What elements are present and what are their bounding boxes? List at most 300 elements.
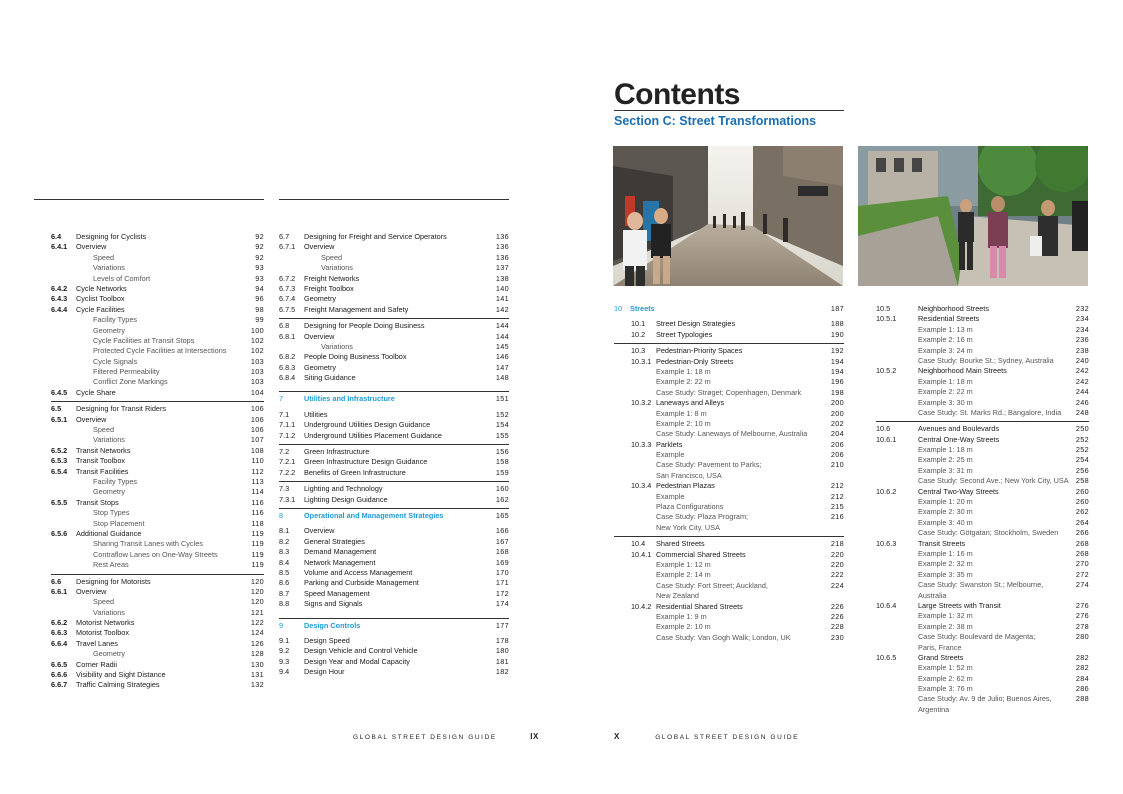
toc-entry[interactable] — [51, 415, 264, 425]
toc-entry-page: 210 — [830, 460, 844, 470]
toc-entry-page: 264 — [1075, 517, 1089, 527]
toc-subentry[interactable] — [876, 674, 1089, 684]
toc-subentry[interactable] — [614, 591, 844, 601]
toc-entry-title: Speed — [93, 425, 115, 435]
toc-entry[interactable] — [51, 294, 264, 304]
toc-entry[interactable] — [279, 495, 509, 505]
toc-entry-number: 6.5.4 — [51, 466, 68, 476]
toc-entry-page: 242 — [1075, 376, 1089, 386]
toc-entry-page: 92 — [255, 242, 264, 252]
spacer — [279, 610, 509, 615]
toc-entry-page: 171 — [495, 578, 509, 588]
toc-subentry[interactable] — [614, 502, 844, 512]
toc-entry-title: Motorist Networks — [76, 618, 135, 628]
toc-subentry[interactable] — [51, 336, 264, 346]
toc-entry-title: Case Study: Strøget; Copenhagen, Denmark — [656, 387, 802, 397]
section-divider — [51, 574, 264, 575]
toc-subentry[interactable] — [614, 429, 844, 439]
toc-entry-title: Design Vehicle and Control Vehicle — [304, 646, 418, 656]
toc-entry-number: 7.3 — [279, 484, 290, 494]
toc-subentry[interactable] — [876, 580, 1089, 590]
toc-entry-title: Case Study: Boulevard de Magenta; — [918, 632, 1036, 642]
toc-entry[interactable] — [279, 431, 509, 441]
section-divider — [279, 481, 509, 482]
toc-entry-title: Argentina — [918, 704, 950, 714]
toc-subentry[interactable] — [876, 408, 1089, 418]
toc-entry-number: 6.8.1 — [279, 331, 296, 341]
toc-entry-title: Freight Toolbox — [304, 283, 354, 293]
toc-entry-number: 10.6.4 — [876, 600, 897, 610]
toc-entry-page: 122 — [250, 618, 264, 628]
toc-entry[interactable] — [51, 618, 264, 628]
toc-entry[interactable] — [876, 366, 1089, 376]
toc-entry[interactable] — [279, 537, 509, 547]
toc-subentry[interactable] — [614, 560, 844, 570]
toc-entry[interactable] — [51, 242, 264, 252]
toc-subentry[interactable] — [876, 398, 1089, 408]
toc-entry[interactable] — [51, 404, 264, 414]
toc-entry-title: Example 2: 22 m — [918, 387, 973, 397]
toc-entry[interactable] — [51, 577, 264, 587]
toc-subentry[interactable] — [614, 377, 844, 387]
toc-entry-title: Variations — [93, 263, 125, 273]
toc-entry[interactable] — [279, 547, 509, 557]
toc-entry-title: Streets — [630, 304, 655, 313]
toc-subentry[interactable] — [51, 539, 264, 549]
toc-subentry[interactable] — [614, 570, 844, 580]
toc-subentry[interactable] — [51, 377, 264, 387]
toc-entry-number: 6.7.1 — [279, 242, 296, 252]
toc-entry[interactable] — [279, 294, 509, 304]
toc-entry[interactable] — [614, 357, 844, 367]
toc-entry[interactable] — [876, 435, 1089, 445]
toc-entry[interactable] — [279, 484, 509, 494]
toc-subentry[interactable] — [876, 591, 1089, 601]
toc-entry-number: 10.3.1 — [631, 356, 652, 366]
toc-subentry[interactable] — [614, 622, 844, 632]
toc-entry[interactable] — [51, 305, 264, 315]
toc-subentry[interactable] — [876, 528, 1089, 538]
toc-entry-page: 108 — [250, 445, 264, 455]
toc-entry-page: 284 — [1075, 673, 1089, 683]
toc-entry-title: Overview — [76, 242, 107, 252]
toc-entry[interactable] — [51, 446, 264, 456]
toc-entry-title: Freight Management and Safety — [304, 304, 409, 314]
toc-entry[interactable] — [279, 332, 509, 342]
toc-entry-page: 258 — [1075, 476, 1089, 486]
toc-entry-number: 6.7.2 — [279, 273, 296, 283]
toc-entry[interactable] — [51, 284, 264, 294]
toc-entry[interactable] — [279, 305, 509, 315]
toc-subentry[interactable] — [51, 263, 264, 273]
toc-subentry[interactable] — [51, 315, 264, 325]
toc-entry[interactable] — [279, 363, 509, 373]
toc-entry[interactable] — [279, 410, 509, 420]
toc-entry-title: Residential Shared Streets — [656, 601, 743, 611]
toc-entry-number: 6.6.4 — [51, 638, 68, 648]
toc-entry[interactable] — [279, 558, 509, 568]
toc-subentry[interactable] — [614, 419, 844, 429]
toc-entry-title: Utilities and Infrastructure — [304, 394, 395, 404]
toc-entry[interactable] — [279, 468, 509, 478]
toc-entry-page: 212 — [830, 491, 844, 501]
toc-entry-title: Geometry — [93, 325, 126, 335]
toc-entry[interactable] — [279, 457, 509, 467]
toc-subentry[interactable] — [51, 487, 264, 497]
toc-entry-page: 230 — [830, 632, 844, 642]
toc-entry-title: Shared Streets — [656, 539, 705, 549]
toc-entry-page: 92 — [255, 232, 264, 241]
toc-subentry[interactable] — [876, 632, 1089, 642]
toc-subentry[interactable] — [876, 445, 1089, 455]
toc-entry-page: 218 — [830, 539, 844, 549]
toc-entry-number: 6.4.4 — [51, 304, 68, 314]
toc-entry-page: 106 — [250, 425, 264, 435]
toc-column-2 — [279, 232, 509, 677]
toc-entry-page: 215 — [830, 502, 844, 512]
toc-entry[interactable] — [279, 599, 509, 609]
toc-entry[interactable] — [876, 601, 1089, 611]
toc-entry-page: 152 — [495, 409, 509, 419]
toc-entry-page: 96 — [255, 294, 264, 304]
toc-subentry[interactable] — [51, 274, 264, 284]
toc-entry[interactable] — [279, 284, 509, 294]
toc-entry-title: Example 2: 30 m — [918, 507, 973, 517]
toc-entry[interactable] — [279, 352, 509, 362]
toc-entry[interactable] — [279, 373, 509, 383]
toc-entry[interactable] — [51, 456, 264, 466]
toc-entry[interactable] — [614, 550, 844, 560]
toc-entry[interactable] — [279, 447, 509, 457]
toc-entry-title: Geometry — [93, 487, 126, 497]
toc-subentry[interactable] — [614, 523, 844, 533]
toc-entry[interactable] — [51, 680, 264, 690]
toc-entry[interactable] — [876, 314, 1089, 324]
toc-subentry[interactable] — [614, 471, 844, 481]
toc-subentry[interactable] — [876, 643, 1089, 653]
toc-entry[interactable] — [614, 602, 844, 612]
toc-entry-title: Example 1: 8 m — [656, 408, 707, 418]
toc-entry-title: San Francisco, USA — [656, 470, 722, 480]
toc-subentry[interactable] — [614, 460, 844, 470]
toc-entry-title: Design Controls — [304, 620, 361, 630]
toc-subentry[interactable] — [51, 253, 264, 263]
toc-entry[interactable] — [876, 304, 1089, 314]
toc-entry-title: Overview — [304, 331, 335, 341]
toc-entry-page: 124 — [250, 628, 264, 638]
toc-entry[interactable] — [279, 242, 509, 252]
toc-entry-title: Case Study: Plaza Program; — [656, 512, 749, 522]
toc-entry-number: 6.6.5 — [51, 659, 68, 669]
toc-subentry[interactable] — [279, 263, 509, 273]
toc-entry-page: 194 — [830, 366, 844, 376]
section-divider — [279, 318, 509, 319]
toc-entry-title: Pedestrian Plazas — [656, 481, 715, 491]
toc-entry-title: Street Design Strategies — [656, 319, 736, 329]
toc-entry[interactable] — [51, 232, 264, 242]
toc-entry-page: 248 — [1075, 407, 1089, 417]
toc-entry-title: Underground Utilities Placement Guidance — [304, 430, 442, 440]
toc-subentry[interactable] — [876, 684, 1089, 694]
toc-subentry[interactable] — [51, 508, 264, 518]
toc-entry-number: 8.6 — [279, 578, 290, 588]
toc-entry-title: Overview — [76, 586, 107, 596]
footer-page-number-left: IX — [530, 732, 539, 741]
toc-entry-title: Green Infrastructure Design Guidance — [304, 457, 428, 467]
toc-entry-page: 206 — [830, 439, 844, 449]
toc-entry-title: Example 1: 13 m — [918, 324, 973, 334]
toc-entry-page: 154 — [495, 420, 509, 430]
toc-subentry[interactable] — [51, 597, 264, 607]
toc-subentry[interactable] — [51, 346, 264, 356]
toc-entry-page: 116 — [251, 497, 264, 507]
toc-entry-number: 8 — [279, 510, 284, 520]
toc-subentry[interactable] — [876, 507, 1089, 517]
toc-entry[interactable] — [51, 529, 264, 539]
toc-entry[interactable] — [279, 578, 509, 588]
toc-subentry[interactable] — [614, 388, 844, 398]
toc-subentry[interactable] — [876, 476, 1089, 486]
toc-entry[interactable] — [279, 274, 509, 284]
toc-entry-page: 112 — [251, 466, 264, 476]
photo-residential-street-icon — [858, 146, 1088, 286]
toc-entry-title: Travel Lanes — [76, 638, 118, 648]
toc-entry-title: Overview — [304, 526, 335, 536]
toc-entry-title: Overview — [76, 414, 107, 424]
toc-entry-title: Stop Placement — [93, 518, 145, 528]
toc-entry-page: 116 — [251, 508, 264, 518]
toc-entry-page: 278 — [1075, 621, 1089, 631]
toc-entry-page: 159 — [495, 467, 509, 477]
toc-entry[interactable] — [614, 346, 844, 356]
toc-entry-title: Example 3: 76 m — [918, 684, 973, 694]
toc-entry-title: Variations — [93, 607, 125, 617]
toc-entry-title: Underground Utilities Design Guidance — [304, 420, 431, 430]
toc-entry-title: Designing for Motorists — [76, 576, 151, 586]
toc-subentry[interactable] — [51, 649, 264, 659]
toc-subentry[interactable] — [876, 705, 1089, 715]
toc-entry-number: 6.8 — [279, 321, 290, 331]
toc-entry-title: Transit Facilities — [76, 466, 129, 476]
toc-subentry[interactable] — [876, 570, 1089, 580]
toc-entry-page: 266 — [1075, 528, 1089, 538]
toc-subentry[interactable] — [51, 608, 264, 618]
toc-entry-number: 7.1.2 — [279, 430, 296, 440]
toc-entry[interactable] — [279, 667, 509, 677]
toc-entry-number: 9 — [279, 620, 284, 630]
toc-section-heading[interactable] — [279, 511, 509, 521]
toc-subentry[interactable] — [614, 450, 844, 460]
toc-entry-page: 192 — [830, 346, 844, 356]
toc-entry[interactable] — [51, 587, 264, 597]
toc-subentry[interactable] — [876, 663, 1089, 673]
toc-entry-title: Grand Streets — [918, 652, 964, 662]
toc-entry[interactable] — [51, 639, 264, 649]
toc-entry-page: 250 — [1075, 424, 1089, 434]
section-divider — [279, 508, 509, 509]
toc-entry-page: 272 — [1075, 569, 1089, 579]
toc-subentry[interactable] — [876, 518, 1089, 528]
toc-entry[interactable] — [614, 398, 844, 408]
toc-entry-title: Example 2: 22 m — [656, 377, 711, 387]
toc-entry-title: Network Management — [304, 557, 376, 567]
footer-guide-title-left: GLOBAL STREET DESIGN GUIDE — [353, 734, 497, 741]
toc-entry-page: 190 — [830, 329, 844, 339]
toc-entry[interactable] — [279, 321, 509, 331]
toc-entry-title: Contraflow Lanes on One-Way Streets — [93, 549, 218, 559]
toc-entry-page: 238 — [1075, 345, 1089, 355]
toc-entry[interactable] — [876, 424, 1089, 434]
toc-entry[interactable] — [614, 539, 844, 549]
toc-entry-page: 172 — [495, 588, 509, 598]
toc-subentry[interactable] — [876, 622, 1089, 632]
toc-subentry[interactable] — [876, 559, 1089, 569]
toc-subentry[interactable] — [51, 477, 264, 487]
toc-entry-title: Avenues and Boulevards — [918, 424, 999, 434]
toc-subentry[interactable] — [279, 342, 509, 352]
toc-entry-page: 276 — [1075, 600, 1089, 610]
toc-subentry[interactable] — [51, 560, 264, 570]
toc-entry-title: Sharing Transit Lanes with Cycles — [93, 539, 203, 549]
toc-entry-page: 130 — [250, 659, 264, 669]
toc-subentry[interactable] — [51, 326, 264, 336]
toc-entry[interactable] — [279, 232, 509, 242]
toc-subentry[interactable] — [614, 492, 844, 502]
toc-subentry[interactable] — [876, 549, 1089, 559]
toc-entry-title: Case Study: Bourke St.; Sydney, Australia — [918, 355, 1054, 365]
toc-entry[interactable] — [279, 568, 509, 578]
toc-entry[interactable] — [51, 670, 264, 680]
toc-subentry[interactable] — [876, 497, 1089, 507]
toc-entry-title: Pedestrian-Priority Spaces — [656, 346, 743, 356]
toc-entry[interactable] — [876, 539, 1089, 549]
toc-entry[interactable] — [614, 481, 844, 491]
toc-entry-title: Design Year and Modal Capacity — [304, 656, 410, 666]
section-divider — [614, 343, 844, 344]
toc-subentry[interactable] — [614, 409, 844, 419]
toc-entry-number: 6.5.5 — [51, 497, 68, 507]
toc-entry-title: Design Speed — [304, 635, 350, 645]
toc-entry-title: Variations — [93, 435, 125, 445]
toc-entry-title: Case Study: Second Ave.; New York City, USA — [918, 476, 1069, 486]
toc-entry-title: Cyclist Toolbox — [76, 294, 125, 304]
toc-entry-number: 6.5.2 — [51, 445, 68, 455]
toc-entry[interactable] — [51, 467, 264, 477]
toc-entry[interactable] — [279, 420, 509, 430]
toc-subentry[interactable] — [876, 387, 1089, 397]
toc-subentry[interactable] — [876, 377, 1089, 387]
toc-entry-number: 6.5.1 — [51, 414, 68, 424]
toc-subentry[interactable] — [51, 435, 264, 445]
toc-entry[interactable] — [876, 653, 1089, 663]
toc-entry-page: 182 — [495, 667, 509, 677]
toc-entry[interactable] — [279, 646, 509, 656]
toc-entry-title: Neighborhood Main Streets — [918, 366, 1007, 376]
toc-subentry[interactable] — [876, 325, 1089, 335]
toc-section-heading[interactable] — [279, 394, 509, 404]
toc-entry[interactable] — [614, 440, 844, 450]
toc-subentry[interactable] — [51, 519, 264, 529]
toc-subentry[interactable] — [614, 512, 844, 522]
toc-subentry[interactable] — [614, 581, 844, 591]
toc-entry-title: Paris, France — [918, 642, 962, 652]
toc-entry[interactable] — [51, 388, 264, 398]
toc-entry-page: 180 — [495, 646, 509, 656]
toc-entry-title: Cycle Signals — [93, 356, 138, 366]
toc-entry-number: 10.6.1 — [876, 434, 897, 444]
toc-entry-page: 200 — [830, 408, 844, 418]
toc-entry-page: 226 — [830, 611, 844, 621]
toc-entry-page: 151 — [495, 394, 509, 404]
toc-entry[interactable] — [279, 589, 509, 599]
toc-entry-title: Operational and Management Strategies — [304, 510, 444, 520]
toc-entry-page: 254 — [1075, 455, 1089, 465]
toc-entry-page: 268 — [1075, 548, 1089, 558]
toc-entry[interactable] — [279, 526, 509, 536]
toc-section-heading[interactable] — [279, 621, 509, 631]
section-divider — [876, 421, 1089, 422]
toc-subentry[interactable] — [51, 367, 264, 377]
toc-entry-title: Example 1: 20 m — [918, 497, 973, 507]
toc-entry-page: 256 — [1075, 465, 1089, 475]
toc-subentry[interactable] — [876, 335, 1089, 345]
toc-subentry[interactable] — [279, 253, 509, 263]
toc-entry-title: Australia — [918, 590, 947, 600]
toc-entry-page: 156 — [495, 447, 509, 457]
toc-subentry[interactable] — [876, 466, 1089, 476]
toc-entry-page: 187 — [830, 304, 844, 313]
toc-entry[interactable] — [614, 319, 844, 329]
toc-entry-title: Geometry — [304, 294, 337, 304]
footer-right — [614, 732, 799, 741]
toc-entry-number: 6.4.3 — [51, 294, 68, 304]
section-divider — [614, 536, 844, 537]
toc-subentry[interactable] — [51, 357, 264, 367]
toc-subentry[interactable] — [614, 367, 844, 377]
toc-subentry[interactable] — [876, 346, 1089, 356]
toc-entry-number: 10.3.4 — [631, 481, 652, 491]
toc-subentry[interactable] — [876, 455, 1089, 465]
toc-subentry[interactable] — [614, 612, 844, 622]
toc-section-heading[interactable] — [614, 304, 844, 314]
toc-entry-page: 252 — [1075, 434, 1089, 444]
toc-entry[interactable] — [614, 330, 844, 340]
toc-subentry[interactable] — [876, 356, 1089, 366]
toc-entry-title: Conflict Zone Markings — [93, 377, 168, 387]
toc-entry[interactable] — [51, 628, 264, 638]
toc-entry-title: Speed Management — [304, 588, 370, 598]
toc-subentry[interactable] — [51, 425, 264, 435]
toc-entry[interactable] — [876, 487, 1089, 497]
toc-entry-title: Example 1: 18 m — [918, 376, 973, 386]
toc-subentry[interactable] — [876, 611, 1089, 621]
toc-entry-page: 100 — [250, 325, 264, 335]
toc-entry-page: 200 — [830, 398, 844, 408]
toc-entry[interactable] — [279, 657, 509, 667]
toc-entry-page: 98 — [255, 304, 264, 314]
toc-entry-page: 118 — [251, 518, 264, 528]
toc-entry[interactable] — [279, 636, 509, 646]
toc-entry-title: Cycle Facilities at Transit Stops — [93, 335, 195, 345]
toc-subentry[interactable] — [876, 694, 1089, 704]
toc-entry-page: 167 — [495, 536, 509, 546]
toc-entry[interactable] — [51, 660, 264, 670]
toc-subentry[interactable] — [614, 633, 844, 643]
toc-subentry[interactable] — [51, 550, 264, 560]
toc-entry-page: 121 — [250, 607, 264, 617]
toc-entry-page: 146 — [495, 352, 509, 362]
toc-entry[interactable] — [51, 498, 264, 508]
